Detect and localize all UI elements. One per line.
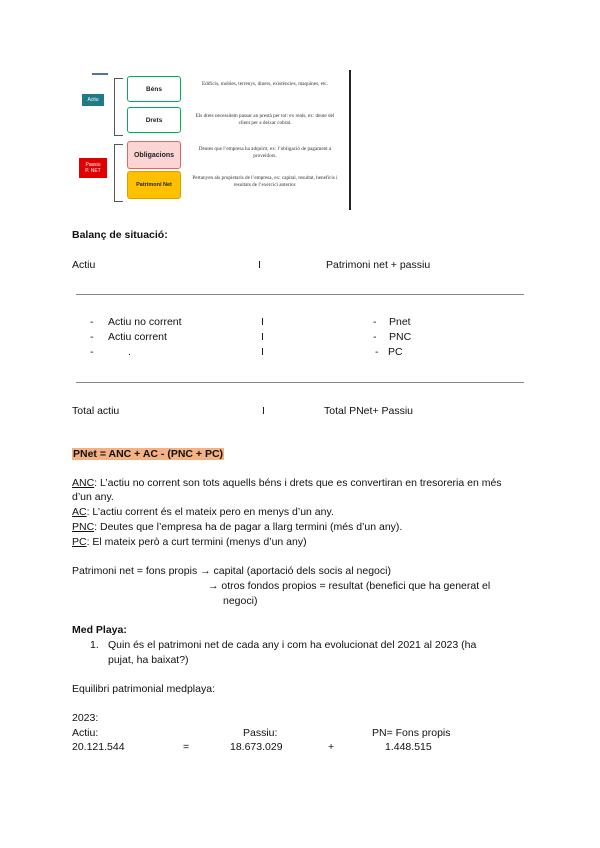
term-pnc: PNC: [72, 521, 95, 533]
pnet-formula: [72, 447, 224, 461]
diagram-right-border: [349, 70, 351, 210]
row-right: Pnet: [389, 316, 411, 328]
value-plus: +: [328, 741, 335, 753]
row-dash: -: [375, 346, 379, 358]
question-line-2: pujat, ha baixat?): [108, 654, 189, 666]
definition-anc-text: : L’actiu no corrent son tots aquells béns i drets que es convertiran en tresoreria en més: [94, 477, 502, 489]
total-pnet-passiu: Total PNet+ Passiu: [324, 405, 414, 417]
col-pn: PN= Fons propis: [372, 727, 451, 739]
total-actiu: Total actiu: [72, 405, 120, 417]
drets-description: Els drets necessitem passar an prestà per tot: ex reals, ex: deute del client per a deixar cobrat.: [195, 113, 335, 126]
patrimoni-net-box: Patrimoni Net: [127, 171, 181, 199]
row-separator: I: [261, 346, 264, 358]
pnet-formula-text: PNet = ANC + AC - (PNC + PC): [73, 448, 224, 460]
col-passiu: Passiu:: [243, 727, 278, 739]
row-dash: -: [90, 331, 94, 343]
row-dash: -: [90, 316, 94, 328]
row-right: PNC: [389, 331, 412, 343]
term-ac: AC: [72, 506, 87, 518]
header-separator: I: [258, 259, 261, 271]
bens-box: Béns: [127, 76, 181, 102]
value-passiu: 18.673.029: [230, 741, 283, 753]
year-label: 2023:: [72, 712, 99, 724]
question-line-1: Quin és el patrimoni net de cada any i com ha evolucionat del 2021 al 2023 (ha: [108, 639, 477, 651]
patrimoni-line-1: Patrimoni net = fons propis → capital (aportació dels socis al negoci): [72, 565, 391, 577]
patrimoni-line-2: → otros fondos propios = resultat (benefici que ha generat el: [208, 580, 491, 592]
definition-ac: [72, 505, 334, 519]
bens-description: Edificis, mobles, terrenys, diners, existències, maquines, etc.: [201, 81, 329, 87]
patrimoni-line-3: negoci): [223, 595, 258, 607]
value-equals: =: [183, 741, 190, 753]
value-actiu: 20.121.544: [72, 741, 125, 753]
passiu-side-label: Passiu P. NET: [79, 158, 107, 178]
definition-anc-cont: d’un any.: [72, 491, 114, 503]
total-separator: I: [262, 405, 265, 417]
row-separator: I: [261, 316, 264, 328]
divider-bottom: [76, 382, 524, 383]
col-actiu: Actiu:: [72, 727, 99, 739]
row-separator: I: [261, 331, 264, 343]
row-left: Actiu no corrent: [108, 316, 182, 328]
value-pn: 1.448.515: [385, 741, 432, 753]
balance-diagram: [76, 70, 354, 210]
row-dash: -: [90, 346, 94, 358]
equilibri-title: Equilibri patrimonial medplaya:: [72, 683, 215, 695]
row-right: PC: [388, 346, 403, 358]
diagram-top-mark: [92, 73, 108, 75]
actiu-brace: [114, 78, 123, 136]
term-anc: ANC: [72, 477, 95, 489]
patrimoni-net-description: Pertanyen als propietaris de l’empresa, ex: capital, resultat, beneficis i resultats de l’exercici anterior.: [192, 175, 338, 188]
passiu-brace: [114, 144, 123, 202]
drets-box: Drets: [127, 107, 181, 133]
actiu-side-label: Actiu: [82, 94, 104, 106]
obligacions-description: Deutes que l’empresa ha adquirit, ex: l’obligació de pagament a proveïdors.: [198, 146, 332, 159]
definition-ac-text: : L’actiu corrent és el mateix pero en menys d’un any.: [86, 506, 334, 518]
definition-pc-text: : El mateix però a curt termini (menys d’un any): [86, 536, 307, 548]
row-dash: -: [373, 316, 377, 328]
header-actiu: Actiu: [72, 259, 96, 271]
row-left: Actiu corrent: [108, 331, 167, 343]
definition-pnc: [72, 520, 402, 534]
divider-top: [76, 294, 524, 295]
definition-pc: [72, 535, 307, 549]
definition-pnc-text: : Deutes que l’empresa ha de pagar a llarg termini (més d’un any).: [94, 521, 403, 533]
definition-anc: [72, 476, 502, 490]
row-left: .: [128, 346, 131, 358]
balance-title: Balanç de situació:: [72, 229, 168, 241]
term-pc: PC: [72, 536, 87, 548]
obligacions-box: Obligacions: [127, 141, 181, 169]
question-number: 1.: [90, 639, 99, 651]
header-patrimoni: Patrimoni net + passiu: [326, 259, 431, 271]
medplaya-title: Med Playa:: [72, 624, 127, 636]
row-dash: -: [373, 331, 377, 343]
